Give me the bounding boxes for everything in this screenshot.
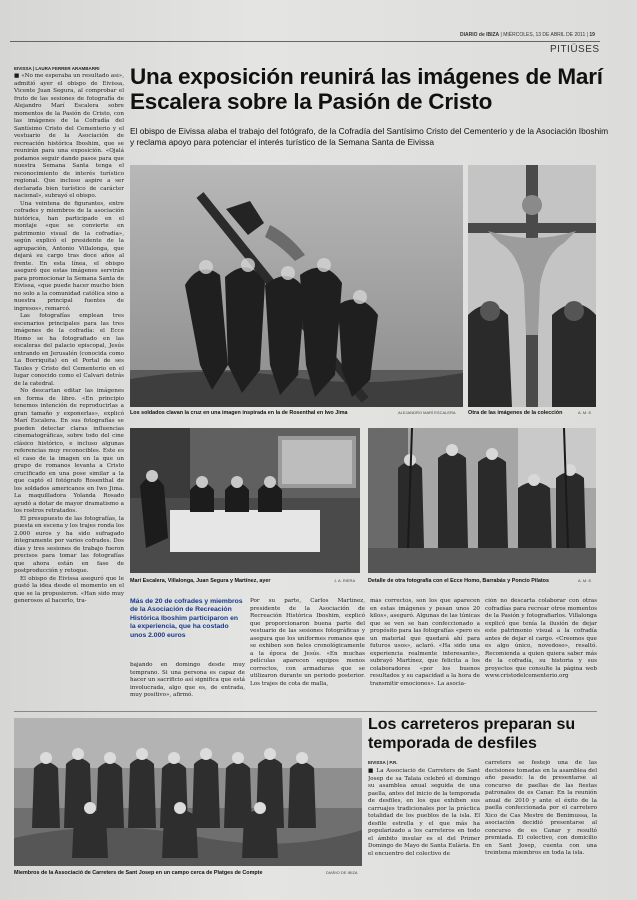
press-photo-credit: J. A. RIERA — [334, 578, 356, 583]
paragraph: Las fotografías emplean tres escenarios principales para las tres imágenes de la cofradía: el Ecce Homo se ha fotografiado en las escaleras del palacio episcopal, Jesús entrando en Jerusalén (conocida como La Borriquita) en el Portal de ses Taules y Cristo del Cementerio en el lugar conocido como el Calvari detrás de la catedral. — [14, 313, 124, 387]
photo-crucified-christ — [468, 165, 596, 407]
main-photo-caption: Los soldados clavan la cruz en una imagen inspirada en la de Rosenthal en Iwo Jima — [130, 410, 348, 416]
article2-column-2: carreters se festejó una de las decisiones tomadas en la asamblea del año pasado: la de presentarse al concurso de paellas de las fiestas patronales de es Canar. En la reunión anual de 2010 y ante el éxito de la paella confeccionada por el carretero Xico de Cas Mestre de Benimussa, la asociación decidió presentarse al concurso de es Canar y resultó premiada. El colectivo, con domicilio en Sant Josep, cuenta con una treintena miembros en toda la isla. — [485, 760, 597, 856]
main-photo-credit: ALEJANDRO MARÍ ESCALERA — [398, 410, 456, 415]
photo-crucifixion-raising — [130, 165, 463, 407]
photo-carreteros-group — [14, 718, 362, 866]
press-conference-image — [130, 428, 360, 573]
group-photo-caption: Miembros de la Associació de Carreters de Sant Josep en un campo cerca de Platges de Compte — [14, 870, 263, 876]
issue-date: MIÉRCOLES, 13 DE ABRIL DE 2011 — [503, 32, 586, 38]
carreteros-group-image — [14, 718, 362, 866]
article2-column-1: ■ La Associació de Carreters de Sant Josep de sa Talaia celebró el domingo su asamblea anual seguida de una paella, antes del inicio de la temporada de desfiles, en los que exhiben sus carruajes tradicionales por la práctica totalidad de los pueblos de la isla. El desfile estrella y el que más ha popularizado a los carreteros en todo el ámbito insular es el del Primer Domingo de Mayo de Santa Eulària. En el encuentro del colectivo de — [368, 768, 480, 857]
section-divider — [14, 711, 597, 712]
article-column-3: Por su parte, Carlos Martínez, presidente de la Asociación de Recreación Histórica Iboshim, explicó que proporcionaron buena parte del vestuario de las sesiones fotográficas y asegura que los uniformes romanos que se exhiben son fieles cronológicamente a la época de Jesús. «En muchas películas aparecen equipos menos correctos, con armaduras que se utilizaron durante un periodo posterior. Los trajes de cota de malla, — [250, 598, 365, 687]
article2-byline: EIVISSA | P.R. — [368, 760, 398, 765]
paragraph: Una veintena de figurantes, entre cofrades y miembros de la asociación histórica, han participado en el montaje «que se convierte en patrimonio visual de la cofradía», según explicó el presidente de la agrupación, Antonio Villalonga, que dejará su cargo tras doce años al frente. En esta línea, el obispo aseguró que estas imágenes servirán para promocionar la Semana Santa de Eivissa, «que puede hacer mucho bien no solo a la comunidad católica sino a nuestra principal fuentes de ingresos», remarcó. — [14, 200, 124, 312]
press-photo-caption: Marí Escalera, Villalonga, Juan Segura y Martínez, ayer — [130, 578, 271, 584]
photo-press-conference — [130, 428, 360, 573]
paragraph: El obispo de Eivissa aseguró que le gustó la idea desde el momento en el que se la propusieron. «Han sido muy generosos al hacerlo, tra- — [14, 575, 124, 604]
crucifixion-raising-image — [130, 165, 463, 407]
paragraph: No descartan editar las imágenes en forma de libro. «En principio tenemos intención de reproducirlas a gran tamaño y exponerlas», explicó Marí Escalera. En sus fotografías se pueden detectar claras influencias cinematográficas, sobre todo del cine clásico histórico, e incluso algunas referencias muy reconocibles. Este es el caso de la imagen en la que un grupo de romanos levanta a Cristo crucificado en una pose similar a la que captó el fotógrafo Rosenthal de los soldados americanos en Iwo Jima. La maquilladora Yolanda Rosado ayudó a dotar de mayor dramatismo a los rostros retratados. — [14, 388, 124, 514]
pull-quote: Más de 20 de cofrades y miembros de la Asociación de Recreación Histórica Iboshim participaron en la experiencia, que ha costado unos 2.000 euros — [130, 598, 243, 639]
article-deck: El obispo de Eivissa alaba el trabajo del fotógrafo, de la Cofradía del Santísimo Cristo del Cementerio y de la Asociación Iboshim y reclama apoyo para potenciar el interés turístico de la Semana Santa de Eivissa — [130, 126, 609, 147]
section-name: PITIÜSES — [550, 44, 600, 55]
ecce-homo-caption: Detalle de otra fotografía con el Ecce Homo, Barrabás y Poncio Pilatos — [368, 578, 549, 584]
ecce-homo-credit: A. M. E. — [578, 578, 593, 583]
article-headline: Una exposición reunirá las imágenes de Marí Escalera sobre la Pasión de Cristo — [130, 64, 603, 114]
right-photo-caption: Otra de las imágenes de la colección — [468, 410, 563, 416]
paragraph: El presupuesto de las fotografías, la puesta en escena y los trajes ronda los 2.000 euros y ha sido sufragado íntegramente por varios cofrades. Dos días y tres sesiones de trabajo fueron precisos para tomar las fotografías que ahora están en fase de postproducción y retoque. — [14, 515, 124, 574]
page-header: DIARIO de IBIZA | MIÉRCOLES, 13 DE ABRIL DE 2011 | 19 — [460, 32, 595, 38]
header-rule — [10, 41, 600, 42]
paper-name: DIARIO de IBIZA — [460, 32, 500, 38]
article-column-1 — [14, 73, 124, 707]
group-photo-credit: DIARIO DE IBIZA — [326, 870, 358, 875]
article-byline: EIVISSA | LAURA FERRER ARAMBARRI — [14, 66, 100, 71]
page-number: 19 — [589, 32, 595, 38]
article2-headline: Los carreteros preparan su temporada de desfiles — [368, 716, 576, 752]
article-column-5: ción no descarta colaborar con otras cofradías para recrear otros momentos de la Pasión y fotografiarlos. Villalonga explicó que tenía la ilusión de dejar este patrimonio visual a la cofradía antes de dejar el cargo. «Creemos que es algo único, novedoso», resaltó. Recomienda a quien quiera saber más de la cofradía, su historia y sus proyectos que consulte la página web www.cristodelcementerio.org — [485, 598, 597, 679]
photo-ecce-homo — [368, 428, 596, 573]
crucified-christ-image — [468, 165, 596, 407]
right-photo-credit: A. M. E. — [578, 410, 593, 415]
article-column-2: bajando en domingo desde muy temprano. Si una persona es capaz de hacer un sacrificio así significa que está involucrada, algo que es, de entrada, muy positivo», afirmó. — [130, 662, 245, 698]
ecce-homo-image — [368, 428, 596, 573]
article-column-4: más correctos, son los que aparecen en estas imágenes y pesan unos 20 kilos», aseguró. Algunas de las túnicas que se ven se han confeccionado a propósito para las fotografías «pero es un material que quedará ahí para futuros usos», aclaró. «Ha sido una experiencia realmente interesante», subrayó Martínez, que felicita a los colaboradores «por los buenos resultados y su capacidad a la hora de transmitir emociones». La asocia- — [370, 598, 480, 687]
paragraph: ■ «No me esperaba un resultado así», admitió ayer el obispo de Eivissa, Vicente Juan Segura, al comprobar el fruto de las sesiones de fotografía de Alejandro Marí Escalera sobre momentos de la Pasión de Cristo, con las imágenes de la Cofradía del Santísimo Cristo del Cementerio y el vestuario de la Asociación de recreación histórica Iboshim, que se reunirán para una exposición. «Ojalá podamos seguir dando pasos para que nuestra Semana Santa tenga el reconocimiento de interés turístico regional. Que incluso aspire a ser declarada bien turístico de carácter nacional», subrayó el obispo. — [14, 73, 124, 199]
